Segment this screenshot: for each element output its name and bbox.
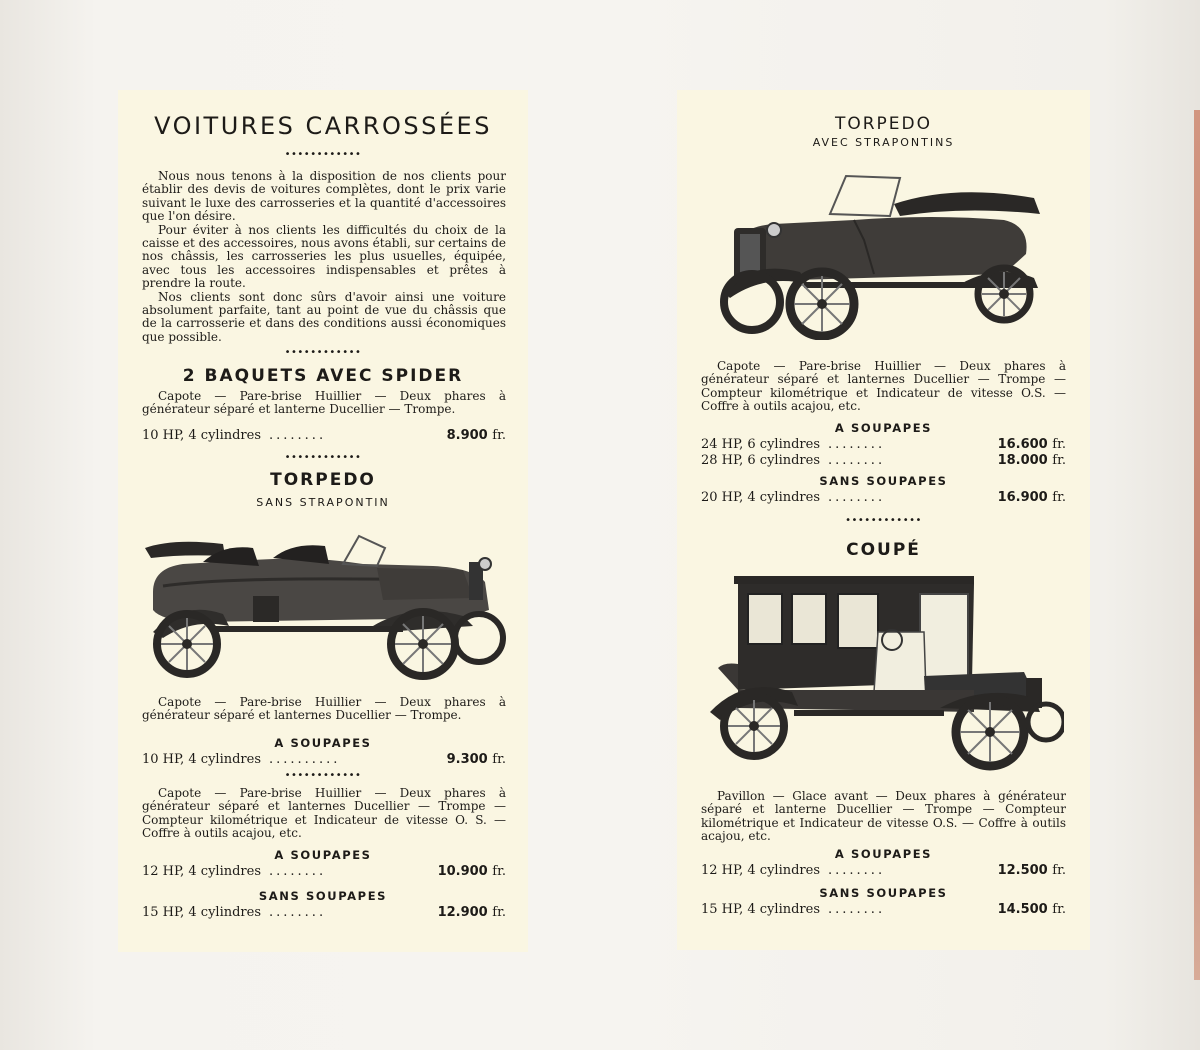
model-label: 15 HP, 4 cylindres <box>142 905 262 920</box>
left-page <box>118 90 528 952</box>
section-heading-torpedo: TORPEDO <box>834 114 933 134</box>
price-row <box>142 752 506 768</box>
divider: •••••••••••• <box>284 149 362 160</box>
price-value: 18.000 fr. <box>997 453 1066 468</box>
dot-leader: ........ <box>828 453 886 468</box>
price-value: 14.500 fr. <box>997 902 1066 917</box>
section-subheading: SANS STRAPONTIN <box>256 496 390 509</box>
price-value: 16.900 fr. <box>997 490 1066 505</box>
price-row <box>142 905 506 921</box>
torpedo-description-2: Capote — Pare-brise Huillier — Deux phares à générateur séparé et lanternes Ducellier — Trompe — Compteur kilométrique et Indicateur de vitesse O. S. — Coffre à outils acajou, etc. <box>142 786 506 841</box>
section-heading-spider: 2 BAQUETS AVEC SPIDER <box>182 366 464 386</box>
model-label: 28 HP, 6 cylindres <box>701 453 821 468</box>
dot-leader: .......... <box>269 752 341 767</box>
model-label: 15 HP, 4 cylindres <box>701 902 821 917</box>
price-row <box>701 437 1066 453</box>
model-label: 10 HP, 4 cylindres <box>142 752 262 767</box>
model-label: 20 HP, 4 cylindres <box>701 490 821 505</box>
model-label: 24 HP, 6 cylindres <box>701 437 821 452</box>
page-title: VOITURES CARROSSÉES <box>154 112 492 140</box>
price-value: 9.300 fr. <box>446 752 506 767</box>
model-label: 12 HP, 4 cylindres <box>701 863 821 878</box>
page-edge <box>1194 110 1200 980</box>
intro-paragraph-3: Nos clients sont donc sûrs d'avoir ainsi une voiture absolument parfaite, tant au point de vue du châssis que de la carrosserie et dans des conditions aussi économiques que possible. <box>142 289 506 344</box>
torpedo-strapontins-illustration <box>704 170 1064 340</box>
dot-leader: ........ <box>828 490 886 505</box>
intro-paragraph-2: Pour éviter à nos clients les difficultés du choix de la caisse et des accessoires, nous avons établi, sur certains de nos châssis, les carrosseries les plus usuelles, équipée, avec tous les accessoires indispensables et prêtes à prendre la route. <box>142 222 507 291</box>
model-label: 12 HP, 4 cylindres <box>142 864 262 879</box>
option-label: A SOUPAPES <box>834 421 933 435</box>
price-row <box>142 428 506 444</box>
price-value: 12.900 fr. <box>437 905 506 920</box>
option-label: SANS SOUPAPES <box>819 474 948 488</box>
dot-leader: ........ <box>828 902 886 917</box>
price-row <box>701 863 1066 879</box>
torpedo-description-1: Capote — Pare-brise Huillier — Deux phares à générateur séparé et lanternes Ducellier — Trompe. <box>142 695 506 723</box>
torpedo-car-illustration <box>133 522 513 682</box>
intro-paragraph-1: Nous nous tenons à la disposition de nos clients pour établir des devis de voitures complètes, dont le prix varie suivant le luxe des carrosseries et la quantité d'accessoires que l'on désire. <box>142 169 506 224</box>
section-heading-coupe: COUPÉ <box>846 540 921 560</box>
dot-leader: ........ <box>828 863 886 878</box>
dot-leader: ........ <box>828 437 886 452</box>
option-label: A SOUPAPES <box>274 848 372 862</box>
price-row <box>701 453 1066 469</box>
section-subheading: AVEC STRAPONTINS <box>812 136 955 149</box>
torpedo-strapontins-description: Capote — Pare-brise Huillier — Deux phares à générateur séparé et lanternes Ducellier — Trompe — Compteur kilométrique et Indicateur de vitesse O.S. — Coffre à outils acajou, etc. <box>701 359 1066 414</box>
section-heading-torpedo: TORPEDO <box>270 470 376 490</box>
option-label: A SOUPAPES <box>274 736 372 750</box>
price-row <box>142 864 506 880</box>
model-label: 10 HP, 4 cylindres <box>142 428 262 443</box>
divider: •••••••••••• <box>284 770 362 781</box>
price-value: 10.900 fr. <box>437 864 506 879</box>
dot-leader: ........ <box>269 864 327 879</box>
dot-leader: ........ <box>269 428 327 443</box>
option-label: SANS SOUPAPES <box>819 886 948 900</box>
price-value: 8.900 fr. <box>446 428 506 443</box>
coupe-car-illustration <box>704 572 1064 782</box>
price-value: 12.500 fr. <box>997 863 1066 878</box>
price-value: 16.600 fr. <box>997 437 1066 452</box>
divider: •••••••••••• <box>845 515 922 526</box>
dot-leader: ........ <box>269 905 327 920</box>
spider-description: Capote — Pare-brise Huillier — Deux phares à générateur séparé et lanterne Ducellier — Trompe. <box>142 389 506 417</box>
divider: •••••••••••• <box>284 452 362 463</box>
right-page <box>677 90 1090 950</box>
price-row <box>701 490 1066 506</box>
coupe-description: Pavillon — Glace avant — Deux phares à générateur séparé et lanterne Ducellier — Trompe — Compteur kilométrique et Indicateur de vitesse O.S. — Coffre à outils acajou, etc. <box>701 789 1066 844</box>
price-row <box>701 902 1066 918</box>
option-label: A SOUPAPES <box>834 847 933 861</box>
option-label: SANS SOUPAPES <box>258 889 388 903</box>
divider: •••••••••••• <box>284 347 362 358</box>
